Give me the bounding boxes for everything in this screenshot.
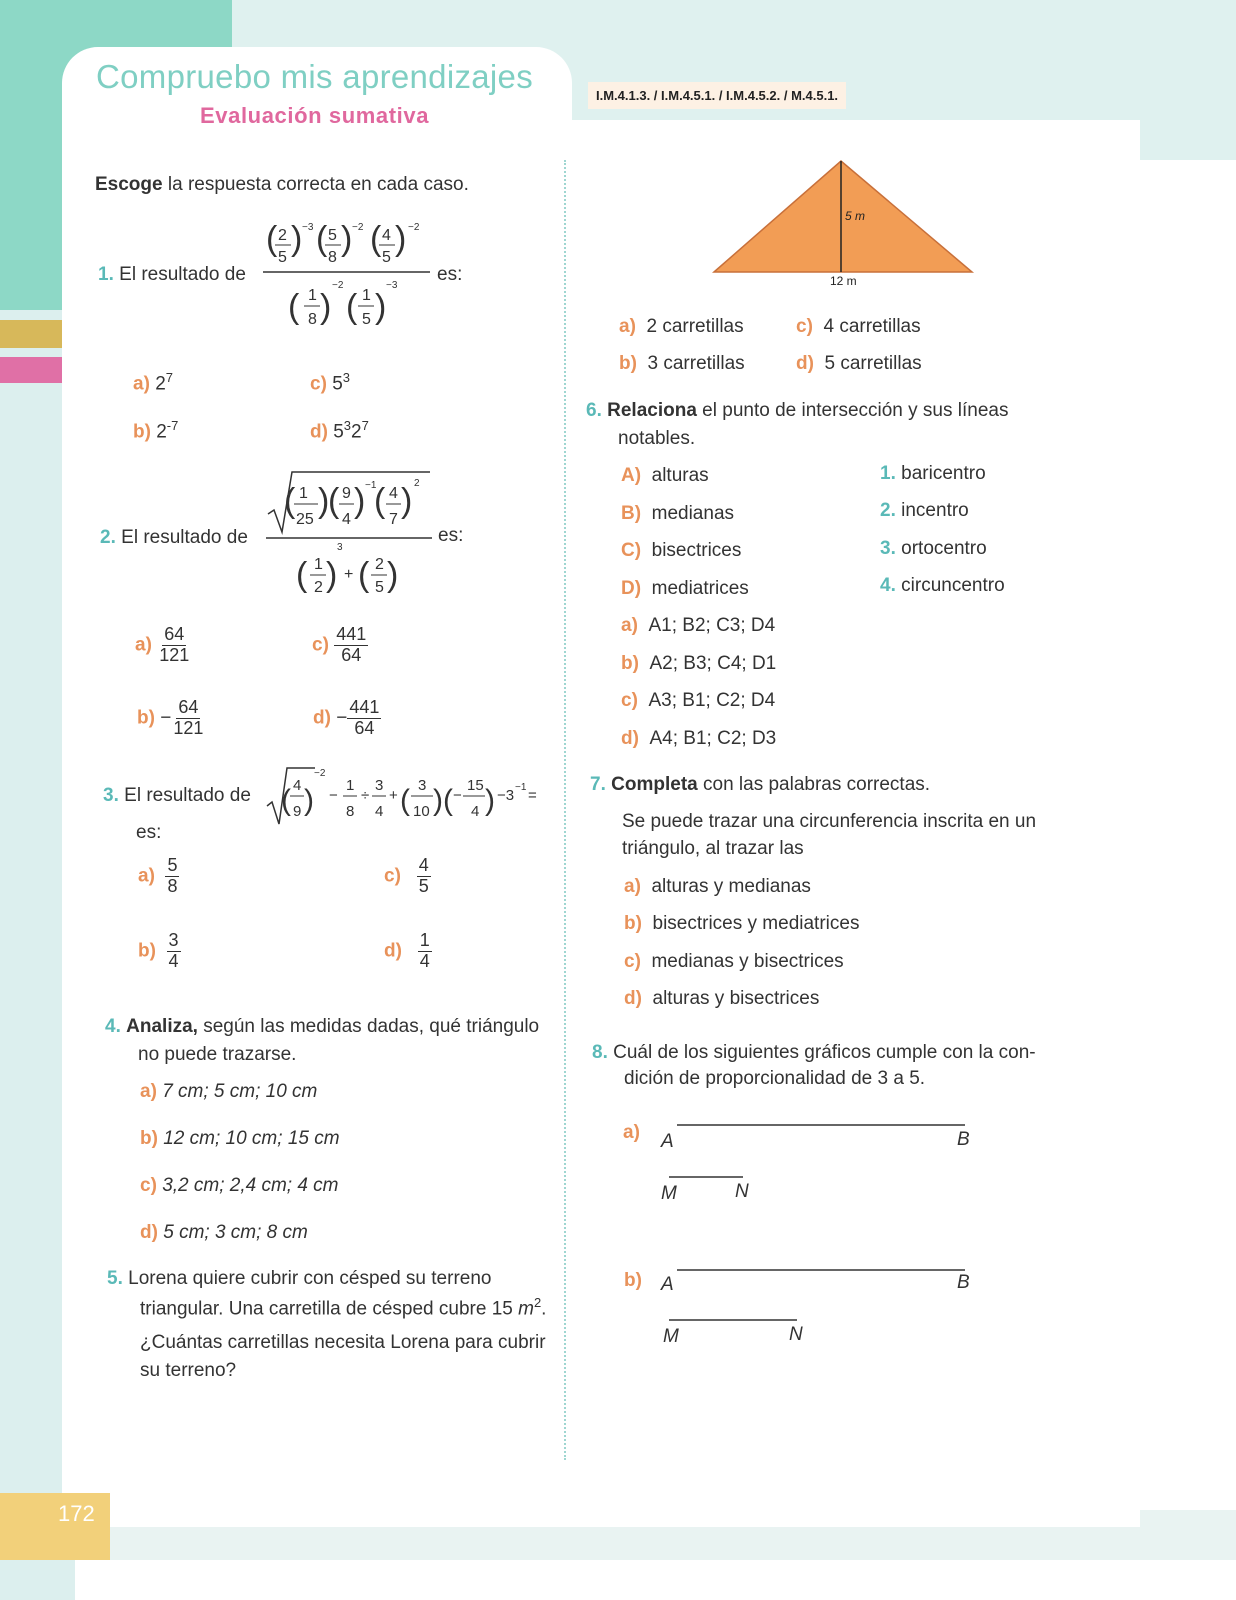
point-A-label: A	[661, 1274, 674, 1295]
q6-option-d[interactable]: d) A4; B1; C2; D3	[621, 728, 777, 749]
svg-text:5: 5	[362, 311, 371, 328]
height-label: 5 m	[845, 209, 866, 223]
q2-option-d[interactable]: d) − $\frac{441}{64}$	[313, 697, 380, 738]
svg-text:−3: −3	[302, 222, 314, 233]
q8-b-segments	[655, 1260, 985, 1350]
q2-option-b[interactable]: b) − $\frac{64}{121}$	[137, 697, 204, 738]
q4-option-a[interactable]: a) 7 cm; 5 cm; 10 cm	[140, 1081, 318, 1102]
point-M-label: M	[663, 1326, 679, 1347]
point-B-label: B	[957, 1129, 970, 1150]
svg-text:5: 5	[278, 249, 287, 266]
svg-text:(: (	[443, 784, 453, 817]
point-A-label: A	[661, 1131, 674, 1152]
q7-option-a[interactable]: a) alturas y medianas	[624, 876, 811, 897]
svg-text:÷: ÷	[361, 787, 370, 804]
curriculum-codes: I.M.4.1.3. / I.M.4.5.1. / I.M.4.5.2. / M.4.5.1.	[588, 82, 846, 109]
q6-left-C: C) bisectrices	[621, 540, 742, 561]
q5-prompt: 5. Lorena quiere cubrir con césped su terreno	[107, 1268, 492, 1289]
point-M-label: M	[661, 1183, 677, 1204]
svg-text:(: (	[370, 220, 382, 258]
svg-text:25: 25	[296, 511, 314, 528]
q2-option-c[interactable]: c) $\frac{441}{64}$	[312, 624, 367, 665]
q1-option-d[interactable]: d) $5^32^7$	[310, 418, 369, 443]
svg-text:4: 4	[375, 803, 384, 820]
q8-option-b[interactable]: b)	[624, 1270, 642, 1291]
page-subtitle: Evaluación sumativa	[200, 103, 430, 128]
q7-prompt: 7. Completa con las palabras correctas.	[590, 774, 931, 795]
q7-option-b[interactable]: b) bisectrices y mediatrices	[624, 913, 860, 934]
q2-expression	[262, 466, 437, 601]
q6-right-4: 4. circuncentro	[880, 575, 1005, 596]
svg-text:+: +	[389, 787, 398, 804]
svg-text:1: 1	[299, 485, 308, 502]
svg-text:−1: −1	[365, 480, 377, 491]
q3-option-b[interactable]: b) $\frac{3}{4}$	[138, 930, 179, 971]
q1-expression	[258, 218, 438, 333]
svg-text:2: 2	[414, 478, 420, 489]
svg-text:): )	[485, 784, 495, 817]
svg-text:4: 4	[293, 777, 302, 794]
svg-text:3: 3	[375, 777, 384, 794]
base-label: 12 m	[830, 274, 857, 288]
q5-triangle-figure	[710, 155, 980, 295]
svg-text:+: +	[344, 566, 354, 583]
svg-text:(: (	[316, 220, 328, 258]
svg-text:4: 4	[471, 803, 480, 820]
svg-text:): )	[375, 288, 387, 326]
q7-option-c[interactable]: c) medianas y bisectrices	[624, 951, 844, 972]
q8-prompt-line2: dición de proporcionalidad de 3 a 5.	[624, 1068, 926, 1089]
svg-text:5: 5	[328, 227, 337, 244]
q1-option-a[interactable]: a) $2^7$	[133, 370, 173, 395]
instruction: Escoge la respuesta correcta en cada caso.	[95, 174, 469, 195]
point-N-label: N	[789, 1324, 803, 1345]
svg-text:1: 1	[308, 287, 317, 304]
svg-text:): )	[341, 220, 353, 258]
svg-text:(: (	[358, 556, 370, 594]
svg-text:(: (	[296, 556, 308, 594]
svg-text:3: 3	[337, 542, 343, 553]
q6-prompt: 6. Relaciona el punto de intersección y sus líneas	[586, 400, 1009, 421]
q4-prompt: 4. Analiza, según las medidas dadas, qué triángulo	[105, 1016, 540, 1037]
q5-option-a[interactable]: a) 2 carretillas	[619, 316, 744, 337]
svg-text:(: (	[266, 220, 278, 258]
q1-option-c[interactable]: c) $5^3$	[310, 370, 350, 395]
svg-text:=: =	[528, 787, 537, 804]
svg-text:): )	[387, 556, 399, 594]
terrain-triangle	[714, 161, 972, 272]
svg-text:): )	[326, 556, 338, 594]
svg-text:2: 2	[375, 556, 384, 573]
svg-text:5: 5	[375, 579, 384, 596]
q4-option-c[interactable]: c) 3,2 cm; 2,4 cm; 4 cm	[140, 1175, 339, 1196]
svg-text:): )	[320, 288, 332, 326]
q5-option-c[interactable]: c) 4 carretillas	[796, 316, 921, 337]
svg-text:9: 9	[342, 485, 351, 502]
svg-text:9: 9	[293, 803, 302, 820]
svg-text:−3: −3	[386, 280, 398, 291]
svg-text:−: −	[329, 787, 338, 804]
q8-a-segments	[655, 1115, 985, 1205]
q5-prompt-line3: ¿Cuántas carretillas necesita Lorena para cubrir	[140, 1332, 546, 1353]
q8-prompt: 8. Cuál de los siguientes gráficos cumple con la con-	[592, 1042, 1036, 1063]
q6-left-D: D) mediatrices	[621, 578, 749, 599]
page-title: Compruebo mis aprendizajes	[96, 58, 534, 95]
q3-option-d[interactable]: d) $\frac{1}{4}$	[384, 930, 430, 971]
yellow-tab-marker	[0, 320, 66, 348]
q6-option-a[interactable]: a) A1; B2; C3; D4	[621, 615, 776, 636]
q5-option-b[interactable]: b) 3 carretillas	[619, 353, 745, 374]
q1-prompt: 1. El resultado de	[98, 264, 246, 285]
q6-right-3: 3. ortocentro	[880, 538, 987, 559]
svg-text:2: 2	[278, 227, 287, 244]
q2-prompt: 2. El resultado de	[100, 527, 248, 548]
svg-text:−2: −2	[408, 222, 420, 233]
svg-text:4: 4	[389, 485, 398, 502]
pink-tab-marker	[0, 357, 66, 383]
svg-text:): )	[354, 482, 366, 520]
svg-text:(: (	[328, 482, 340, 520]
q6-right-2: 2. incentro	[880, 500, 969, 521]
svg-text:): )	[395, 220, 407, 258]
q3-expression	[263, 762, 553, 832]
q3-option-c[interactable]: c) $\frac{4}{5}$	[384, 855, 429, 896]
svg-text:): )	[401, 482, 413, 520]
svg-text:4: 4	[382, 227, 391, 244]
svg-text:−1: −1	[515, 782, 527, 793]
svg-text:(: (	[281, 784, 291, 817]
q6-left-A: A) alturas	[621, 465, 709, 486]
q5-option-d[interactable]: d) 5 carretillas	[796, 353, 922, 374]
q8-option-a[interactable]: a)	[623, 1122, 640, 1143]
svg-text:−2: −2	[314, 768, 326, 779]
q5-prompt-line4: su terreno?	[140, 1360, 237, 1381]
point-B-label: B	[957, 1272, 970, 1293]
column-divider	[564, 160, 566, 1460]
q7-option-d[interactable]: d) alturas y bisectrices	[624, 988, 820, 1009]
svg-text:2: 2	[314, 579, 323, 596]
q2-option-a[interactable]: a) $\frac{64}{121}$	[135, 624, 190, 665]
svg-text:−2: −2	[332, 280, 344, 291]
q7-prompt-line2: Se puede trazar una circunferencia inscrita en un	[622, 811, 1037, 832]
svg-text:(: (	[400, 784, 410, 817]
q3-prompt: 3. El resultado de	[103, 785, 251, 806]
svg-text:8: 8	[328, 249, 337, 266]
svg-text:): )	[304, 784, 314, 817]
svg-text:7: 7	[389, 511, 398, 528]
q4-option-b[interactable]: b) 12 cm; 10 cm; 15 cm	[140, 1128, 340, 1149]
q4-option-d[interactable]: d) 5 cm; 3 cm; 8 cm	[140, 1222, 308, 1243]
q3-option-a[interactable]: a) $\frac{5}{8}$	[138, 855, 178, 896]
page-number: 172	[0, 1493, 110, 1560]
svg-text:8: 8	[346, 803, 355, 820]
svg-text:): )	[291, 220, 303, 258]
svg-text:−3: −3	[497, 787, 515, 804]
svg-text:1: 1	[362, 287, 371, 304]
svg-text:(: (	[374, 482, 386, 520]
svg-text:(: (	[284, 482, 296, 520]
q6-right-1: 1. baricentro	[880, 463, 986, 484]
svg-text:10: 10	[413, 803, 430, 820]
svg-text:): )	[318, 482, 330, 520]
svg-text:5: 5	[382, 249, 391, 266]
q1-tail: es:	[437, 264, 463, 285]
q1-option-b[interactable]: b) $2^{-7}$	[133, 418, 179, 443]
q5-prompt-line2: triangular. Una carretilla de césped cubre 15 $m^2$.	[140, 1295, 547, 1320]
q6-option-c[interactable]: c) A3; B1; C2; D4	[621, 690, 776, 711]
point-N-label: N	[735, 1181, 749, 1202]
svg-text:3: 3	[418, 777, 427, 794]
svg-text:4: 4	[342, 511, 351, 528]
svg-text:1: 1	[346, 777, 355, 794]
q6-left-B: B) medianas	[621, 503, 735, 524]
q2-tail: es:	[438, 525, 464, 546]
svg-text:−2: −2	[352, 222, 364, 233]
q6-option-b[interactable]: b) A2; B3; C4; D1	[621, 653, 777, 674]
svg-text:8: 8	[308, 311, 317, 328]
svg-text:−: −	[453, 787, 462, 804]
q6-prompt-line2: notables.	[618, 428, 696, 449]
q7-prompt-line3: triángulo, al trazar las	[622, 838, 804, 859]
q3-tail: es:	[136, 822, 162, 843]
svg-text:(: (	[288, 288, 300, 326]
svg-text:15: 15	[467, 777, 484, 794]
svg-text:): )	[433, 784, 443, 817]
svg-text:(: (	[346, 288, 358, 326]
q4-prompt-line2: no puede trazarse.	[138, 1044, 297, 1065]
svg-text:1: 1	[314, 556, 323, 573]
